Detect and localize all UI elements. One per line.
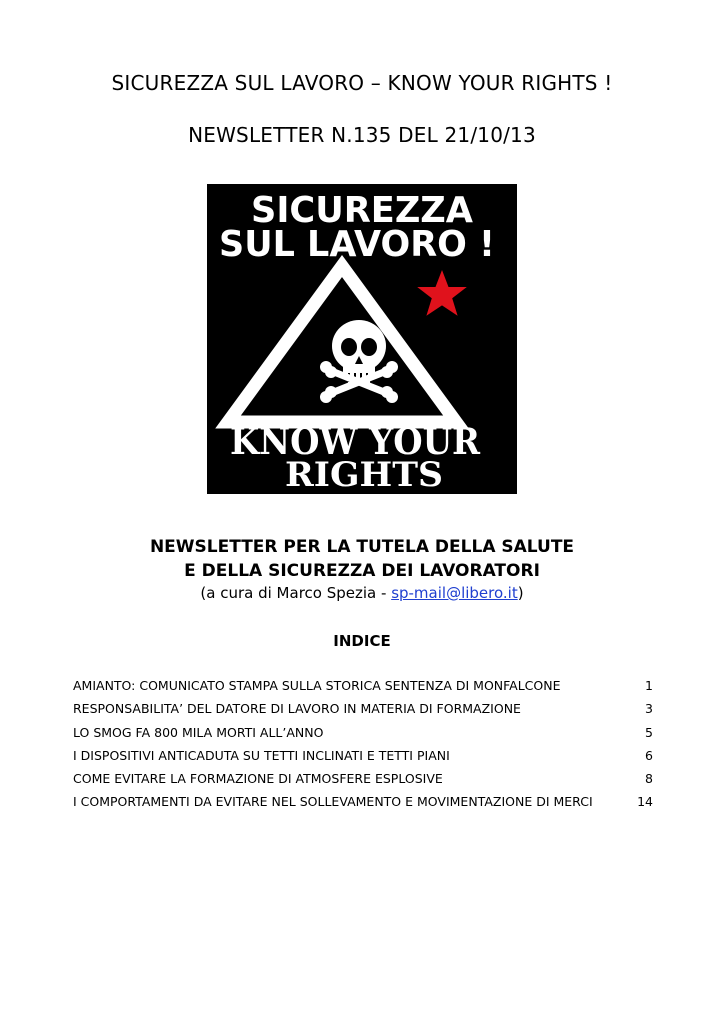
document-title: SICUREZZA SUL LAVORO – KNOW YOUR RIGHTS ! [111,71,613,95]
logo-text-rights: RIGHTS [285,455,443,494]
toc-item-page: 3 [645,701,653,717]
toc-item[interactable] [73,724,653,747]
toc-item-label: COME EVITARE LA FORMAZIONE DI ATMOSFERE ESPLOSIVE [73,771,443,787]
skull-warning-icon [207,184,517,494]
logo-text-sul-lavoro: SUL LAVORO ! [219,224,495,265]
newsletter-subtitle-line1: NEWSLETTER PER LA TUTELA DELLA SALUTE [149,537,575,557]
logo-text-know-your: KNOW YOUR [230,421,482,463]
toc-item-label: I COMPORTAMENTI DA EVITARE NEL SOLLEVAMENTO E MOVIMENTAZIONE DI MERCI [73,794,593,810]
curator-line [0,584,724,602]
toc-item-page: 14 [637,794,653,810]
table-of-contents [73,677,653,810]
toc-item-label: AMIANTO: COMUNICATO STAMPA SULLA STORICA SENTENZA DI MONFALCONE [73,678,561,693]
email-link[interactable]: sp-mail@libero.it [391,584,518,602]
newsletter-subtitle-line2: E DELLA SICUREZZA DEI LAVORATORI [184,561,540,581]
curator-prefix: (a cura di Marco Spezia - [200,584,392,602]
toc-item-label: LO SMOG FA 800 MILA MORTI ALL’ANNO [73,724,324,740]
toc-item-page: 5 [645,724,653,740]
logo-text-sicurezza: SICUREZZA [251,190,474,231]
curator-suffix: ) [517,584,524,602]
toc-item[interactable] [73,770,653,793]
sicurezza-logo [207,184,517,494]
toc-item-label: RESPONSABILITA’ DEL DATORE DI LAVORO IN MATERIA DI FORMAZIONE [73,701,521,717]
toc-item[interactable] [73,677,653,700]
index-heading: INDICE [333,632,391,650]
toc-item[interactable] [73,700,653,723]
toc-item-label: I DISPOSITIVI ANTICADUTA SU TETTI INCLINATI E TETTI PIANI [73,747,450,763]
toc-item-page: 8 [645,771,653,787]
toc-item-page: 1 [645,678,653,693]
toc-item-page: 6 [645,747,653,763]
newsletter-number: NEWSLETTER N.135 DEL 21/10/13 [188,123,536,147]
toc-item[interactable] [73,793,653,810]
toc-item[interactable] [73,747,653,770]
